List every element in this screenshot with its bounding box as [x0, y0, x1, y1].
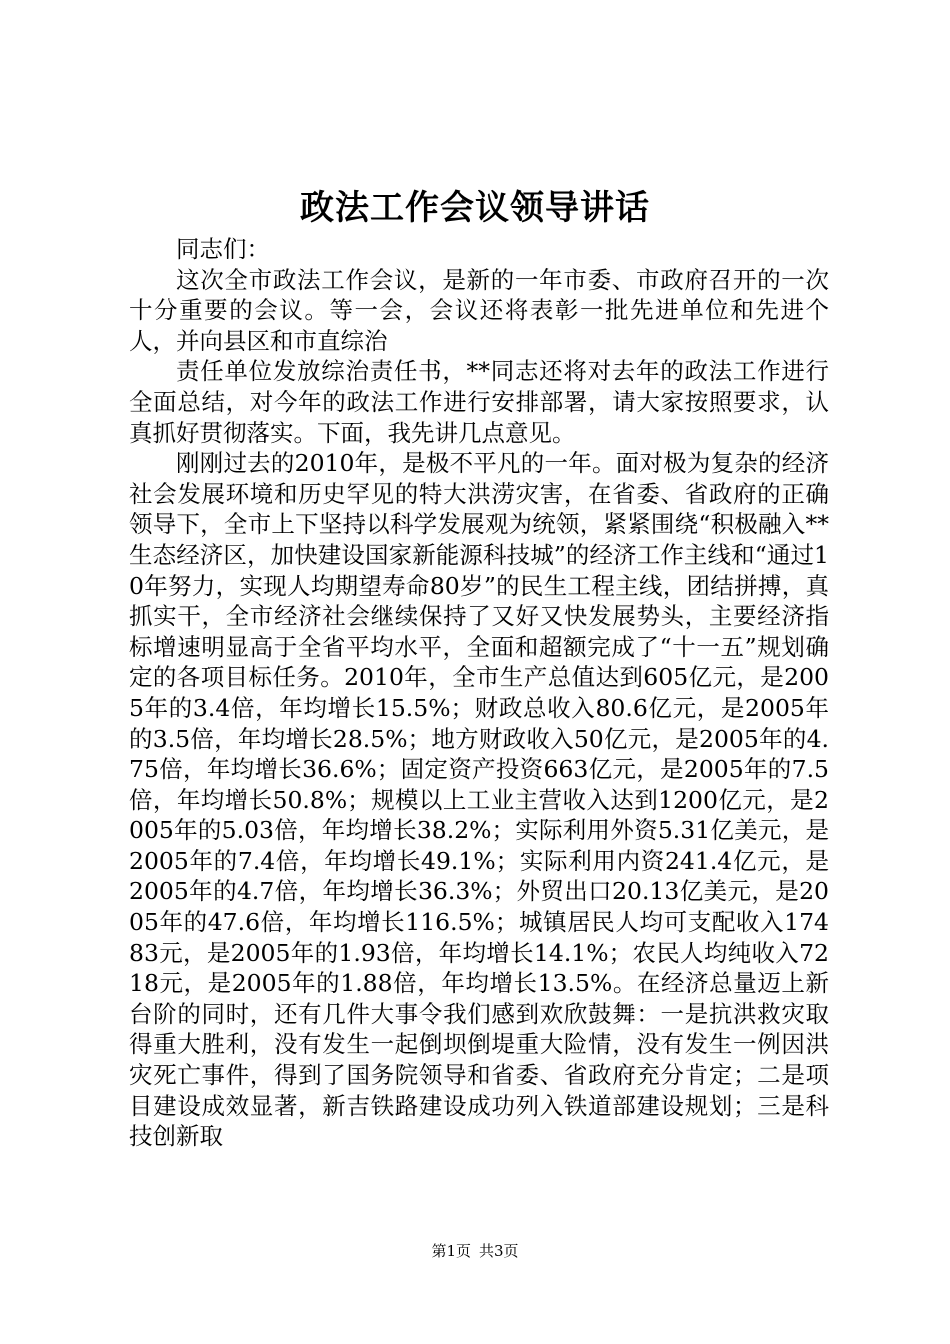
- body-paragraph: 刚刚过去的2010年，是极不平凡的一年。面对极为复杂的经济社会发展环境和历史罕见的特大洪涝灾害，在省委、省政府的正确领导下，全市上下坚持以科学发展观为统领，紧紧围绕“积极融入**生态经济区，加快建设国家新能源科技城”的经济工作主线和“通过10年努力，实现人均期望寿命80岁”的民生工程主线，团结拼搏，真抓实干，全市经济社会继续保持了又好又快发展势头，主要经济指标增速明显高于全省平均水平，全面和超额完成了“十一五”规划确定的各项目标任务。2010年，全市生产总值达到605亿元，是2005年的3.4倍，年均增长15.5%；财政总收入80.6亿元，是2005年的3.5倍，年均增长28.5%；地方财政收入50亿元，是2005年的4.75倍，年均增长36.6%；固定资产投资663亿元，是2005年的7.5倍，年均增长50.8%；规模以上工业主营收入达到1200亿元，是2005年的5.03倍，年均增长38.2%；实际利用外资5.31亿美元，是2005年的7.4倍，年均增长49.1%；实际利用内资241.4亿元，是2005年的4.7倍，年均增长36.3%；外贸出口20.13亿美元，是2005年的47.6倍，年均增长116.5%；城镇居民人均可支配收入17483元，是2005年的1.93倍，年均增长14.1%；农民人均纯收入7218元，是2005年的1.88倍，年均增长13.5%。在经济总量迈上新台阶的同时，还有几件大事令我们感到欢欣鼓舞：一是抗洪救灾取得重大胜利，没有发生一起倒坝倒堤重大险情，没有发生一例因洪灾死亡事件，得到了国务院领导和省委、省政府充分肯定；二是项目建设成效显著，新吉铁路建设成功列入铁道部建设规划；三是科技创新取: [129, 449, 829, 1151]
- body-paragraph: 这次全市政法工作会议，是新的一年市委、市政府召开的一次十分重要的会议。等一会，会议还将表彰一批先进单位和先进个人，并向县区和市直综治: [129, 265, 829, 355]
- page-total: 共3页: [479, 1242, 519, 1260]
- page-footer: [0, 1240, 950, 1261]
- salutation-paragraph: 同志们：: [176, 235, 270, 263]
- document-body: [129, 234, 829, 1152]
- document-title: 政法工作会议领导讲话: [300, 188, 650, 228]
- body-paragraph: 责任单位发放综治责任书，**同志还将对去年的政法工作进行全面总结，对今年的政法工作进行安排部署，请大家按照要求，认真抓好贯彻落实。下面，我先讲几点意见。: [129, 357, 829, 447]
- page-number: 第1页: [431, 1242, 471, 1260]
